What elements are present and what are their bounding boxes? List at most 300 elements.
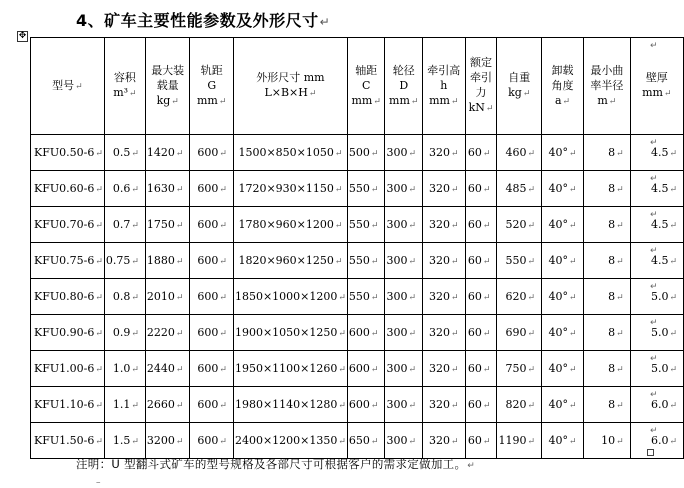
cell-value: KFU0.75-6 [34,254,95,267]
cell-value: 1.5 [112,434,131,447]
cell-value: 5.0 [650,362,669,375]
table-cell [385,243,423,279]
table-cell [233,351,347,387]
table-cell [465,135,497,171]
column-header-line: 牵引 [470,71,493,84]
cell-end-mark-icon: ↵ [131,401,139,411]
table-cell [233,315,347,351]
table-cell [31,351,105,387]
cell-end-mark-icon: ↵ [451,257,459,267]
cell-end-mark-icon: ↵ [569,185,577,195]
cell-end-mark-icon: ↵ [482,437,491,447]
cell-end-mark-icon: ↵ [370,293,379,303]
cell-end-mark-icon: ↵ [129,89,137,99]
table-cell [145,171,190,207]
cell-end-mark-icon: ↵ [131,257,139,267]
cell-value: 485 [505,182,527,195]
cell-value: 0.7 [112,218,131,231]
table-cell [104,423,145,459]
cell-value: 600 [197,254,219,267]
cell-end-mark-icon: ↵ [175,365,184,375]
table-cell [423,351,466,387]
table-cell [542,387,584,423]
row-end-mark-icon: ↵ [650,41,658,51]
table-cell [347,171,385,207]
cell-value: 1720×930×1150 [238,182,334,195]
cell-end-mark-icon: ↵ [408,257,417,267]
cell-end-mark-icon: ↵ [527,329,535,339]
cell-end-mark-icon: ↵ [175,437,184,447]
cell-end-mark-icon: ↵ [131,365,139,375]
column-header-line: m [597,93,608,107]
table-cell [542,207,584,243]
cell-value: 600 [348,398,370,411]
cell-value: 1980×1140×1280 [234,398,338,411]
cell-end-mark-icon: ↵ [131,149,139,159]
cell-value: 1900×1050×1250 [234,326,338,339]
cell-value: 8 [608,398,616,411]
row-end-mark-icon: ↵ [650,390,658,400]
column-header-line: C mm [351,78,373,107]
cell-end-mark-icon: ↵ [175,329,184,339]
table-cell [145,243,190,279]
cell-value: 550 [348,254,370,267]
cell-end-mark-icon: ↵ [569,437,577,447]
cell-end-mark-icon: ↵ [95,365,103,375]
table-cell [542,315,584,351]
column-header-line: 外形尺寸 mm [256,71,325,84]
table-cell [584,207,631,243]
cell-end-mark-icon: ↵ [669,221,677,231]
cell-end-mark-icon: ↵ [408,365,417,375]
cell-value: 600 [197,182,219,195]
table-cell [542,171,584,207]
table-cell [104,279,145,315]
table-row [31,135,684,171]
table-cell [465,279,497,315]
table-cell [385,351,423,387]
table-cell [542,279,584,315]
table-cell [347,387,385,423]
table-cell [31,315,105,351]
column-header-line: mm [642,86,663,99]
table-cell [542,243,584,279]
cell-end-mark-icon: ↵ [219,437,227,447]
table-cell [145,279,190,315]
cell-end-mark-icon: ↵ [482,293,491,303]
column-header-line: 最小曲 [590,63,624,77]
column-header-line: h mm [429,78,450,107]
cell-end-mark-icon: ↵ [175,293,184,303]
table-cell [145,387,190,423]
cell-end-mark-icon: ↵ [669,185,677,195]
cell-end-mark-icon: ↵ [482,221,491,231]
table-cell [190,171,233,207]
table-cell [31,171,105,207]
column-header-line: m³ [113,86,129,99]
table-cell [31,207,105,243]
cell-end-mark-icon: ↵ [175,257,184,267]
spec-table [30,37,684,459]
cell-end-mark-icon: ↵ [370,437,379,447]
cell-value: 6.0 [650,434,669,447]
table-cell [497,207,542,243]
table-cell [31,423,105,459]
header-row [31,38,684,135]
cell-value: 1850×1000×1200 [234,290,338,303]
table-cell [31,135,105,171]
cell-end-mark-icon: ↵ [175,221,184,231]
table-cell [347,315,385,351]
cell-value: 0.6 [112,182,131,195]
cell-end-mark-icon: ↵ [451,401,459,411]
table-cell [233,207,347,243]
cell-value: 8 [608,146,616,159]
table-cell [584,351,631,387]
column-header-line: L×B×H [264,86,308,99]
cell-end-mark-icon: ↵ [308,89,317,99]
cell-end-mark-icon: ↵ [616,365,624,375]
cell-end-mark-icon: ↵ [616,437,624,447]
table-row [31,171,684,207]
cell-end-mark-icon: ↵ [338,437,346,447]
column-header-line: 角度 a [551,78,574,107]
cell-end-mark-icon: ↵ [527,365,535,375]
table-cell [542,423,584,459]
cell-value: 8 [608,290,616,303]
table-cell [104,315,145,351]
table-cell [31,387,105,423]
row-end-mark-icon: ↵ [650,246,658,256]
cell-end-mark-icon: ↵ [370,365,379,375]
column-header [385,38,423,135]
cell-end-mark-icon: ↵ [527,185,535,195]
table-cell [347,135,385,171]
cell-value: 320 [429,218,451,231]
table-cell [385,135,423,171]
paragraph-mark-icon: ↵ [319,15,331,29]
column-header [423,38,466,135]
cell-value: 2400×1200×1350 [234,434,338,447]
cell-end-mark-icon: ↵ [669,437,677,447]
cell-value: 8 [608,182,616,195]
cell-value: 550 [348,218,370,231]
table-cell [233,387,347,423]
cell-end-mark-icon: ↵ [569,257,577,267]
cell-value: 750 [505,362,527,375]
cell-value: 40° [548,182,568,195]
table-cell [497,171,542,207]
cell-end-mark-icon: ↵ [569,401,577,411]
cell-end-mark-icon: ↵ [485,104,494,114]
table-cell [385,171,423,207]
table-cell [497,243,542,279]
table-cell [465,423,497,459]
cell-value: 600 [348,362,370,375]
row-end-mark-icon: ↵ [650,138,658,148]
cell-value: 300 [386,218,408,231]
column-header [104,38,145,135]
cell-value: 320 [429,146,451,159]
cell-value: 60 [467,290,482,303]
table-cell [190,207,233,243]
cell-value: KFU0.60-6 [34,182,95,195]
cell-value: 4.5 [650,182,669,195]
cell-end-mark-icon: ↵ [527,149,535,159]
cell-value: KFU1.50-6 [34,434,95,447]
table-cell [145,351,190,387]
table-cell [423,423,466,459]
table-cell [233,279,347,315]
cell-value: 5.0 [650,290,669,303]
cell-end-mark-icon: ↵ [669,293,677,303]
table-row [31,423,684,459]
table-cell [497,315,542,351]
table-cell [385,387,423,423]
cell-value: 600 [197,326,219,339]
column-header [465,38,497,135]
cell-end-mark-icon: ↵ [370,149,379,159]
table-cell [465,171,497,207]
table-cell [104,171,145,207]
column-header [497,38,542,135]
cell-value: 0.5 [112,146,131,159]
cell-value: 300 [386,398,408,411]
cell-value: 8 [608,362,616,375]
cell-value: 300 [386,146,408,159]
cell-end-mark-icon: ↵ [219,401,227,411]
table-cell [497,423,542,459]
table-cell [104,351,145,387]
cell-value: 620 [505,290,527,303]
cell-value: 0.75 [105,254,131,267]
cell-value: 550 [505,254,527,267]
column-header-line: 轴距 [355,63,378,77]
table-cell [347,279,385,315]
column-header-line: 轮径 [392,63,415,77]
column-header-line: 壁厚 [645,71,668,84]
cell-end-mark-icon: ↵ [408,293,417,303]
cell-value: 40° [548,146,568,159]
cell-end-mark-icon: ↵ [616,293,624,303]
cell-value: 60 [467,434,482,447]
cell-end-mark-icon: ↵ [451,221,459,231]
table-cell [190,351,233,387]
column-header [145,38,190,135]
cell-end-mark-icon: ↵ [219,149,227,159]
column-header-line: 率半径 [590,78,624,92]
page-heading [76,8,330,31]
cell-value: 40° [548,290,568,303]
cell-value: 500 [348,146,370,159]
row-end-mark-icon: ↵ [650,174,658,184]
table-cell [145,207,190,243]
cell-end-mark-icon: ↵ [616,257,624,267]
cell-end-mark-icon: ↵ [482,257,491,267]
table-row [31,351,684,387]
cell-end-mark-icon: ↵ [131,185,139,195]
cell-end-mark-icon: ↵ [608,96,617,107]
table-cell [145,135,190,171]
column-header-line: 载量 [156,78,179,92]
cell-value: 1.1 [112,398,131,411]
cell-end-mark-icon: ↵ [482,329,491,339]
column-header-line: 最大装 [151,63,185,77]
cell-end-mark-icon: ↵ [131,437,139,447]
cell-end-mark-icon: ↵ [219,329,227,339]
cell-end-mark-icon: ↵ [562,96,571,107]
table-cell [584,171,631,207]
table-cell [385,279,423,315]
cell-value: KFU1.10-6 [34,398,95,411]
cell-end-mark-icon: ↵ [219,365,227,375]
cell-end-mark-icon: ↵ [131,293,139,303]
cell-end-mark-icon: ↵ [669,257,677,267]
cell-value: 320 [429,290,451,303]
cell-value: 60 [467,146,482,159]
cell-value: 300 [386,326,408,339]
table-cell [233,171,347,207]
cell-value: 40° [548,398,568,411]
cell-end-mark-icon: ↵ [408,185,417,195]
column-header [584,38,631,135]
cell-value: 3200 [146,434,175,447]
table-move-handle-icon[interactable]: ✥ [18,31,27,41]
column-header-line: G mm [197,78,218,107]
cell-value: 40° [548,434,568,447]
cell-end-mark-icon: ↵ [410,96,419,107]
cell-value: 550 [348,290,370,303]
cell-end-mark-icon: ↵ [569,221,577,231]
cell-value: 2010 [146,290,175,303]
cell-end-mark-icon: ↵ [95,221,103,231]
table-cell [584,279,631,315]
table-cell [190,315,233,351]
table-cell [465,207,497,243]
cell-end-mark-icon: ↵ [219,185,227,195]
cell-value: 2220 [146,326,175,339]
cell-end-mark-icon: ↵ [408,221,417,231]
footnote-text: 注明：U 型翻斗式矿车的型号规格及各部尺寸可根据客户的需求定做加工。 [76,457,467,471]
cell-value: 4.5 [650,218,669,231]
cell-end-mark-icon: ↵ [175,185,184,195]
cell-end-mark-icon: ↵ [219,221,227,231]
cell-end-mark-icon: ↵ [569,365,577,375]
cell-end-mark-icon: ↵ [616,221,624,231]
cell-end-mark-icon: ↵ [334,221,343,231]
column-header [630,38,683,135]
cell-value: 8 [608,326,616,339]
row-end-mark-icon: ↵ [650,210,658,220]
table-cell [31,279,105,315]
cell-end-mark-icon: ↵ [219,293,227,303]
cell-value: 600 [197,146,219,159]
cell-end-mark-icon: ↵ [451,365,459,375]
cell-end-mark-icon: ↵ [616,149,624,159]
cell-end-mark-icon: ↵ [95,437,103,447]
row-end-mark-icon: ↵ [650,426,658,436]
cell-value: 4.5 [650,146,669,159]
table-cell [104,207,145,243]
cell-end-mark-icon: ↵ [569,149,577,159]
table-cell [145,423,190,459]
column-header-line: 力 kN [468,86,487,114]
table-cell [465,351,497,387]
row-end-mark-icon: ↵ [650,354,658,364]
cell-value: 60 [467,326,482,339]
cell-end-mark-icon: ↵ [408,149,417,159]
column-header-line: D mm [389,78,410,107]
table-cell [497,135,542,171]
column-header-line: 卸载 [551,63,574,77]
cell-value: KFU0.90-6 [34,326,95,339]
table-cell [423,243,466,279]
cell-value: 550 [348,182,370,195]
cell-value: 300 [386,254,408,267]
cell-end-mark-icon: ↵ [408,437,417,447]
row-end-mark-icon: ↵ [650,282,658,292]
cell-value: 300 [386,362,408,375]
table-cell [584,243,631,279]
cell-value: KFU0.70-6 [34,218,95,231]
heading-text: 4、矿车主要性能参数及外形尺寸 [76,11,319,30]
table-row [31,207,684,243]
cell-end-mark-icon: ↵ [527,401,535,411]
column-header-line: kg [156,93,171,107]
table-resize-handle-icon[interactable] [647,449,654,456]
cell-end-mark-icon: ↵ [408,401,417,411]
cell-end-mark-icon: ↵ [334,257,343,267]
cell-value: 60 [467,254,482,267]
cell-end-mark-icon: ↵ [450,96,459,107]
cell-value: 1750 [146,218,175,231]
cell-end-mark-icon: ↵ [569,293,577,303]
cell-end-mark-icon: ↵ [482,149,491,159]
column-header-line: 容积 [113,71,136,84]
cell-end-mark-icon: ↵ [95,293,103,303]
cell-end-mark-icon: ↵ [527,257,535,267]
cell-end-mark-icon: ↵ [370,401,379,411]
cell-value: 60 [467,218,482,231]
cell-value: 60 [467,362,482,375]
table-row [31,243,684,279]
table-cell [497,387,542,423]
cell-end-mark-icon: ↵ [669,401,677,411]
cell-value: 10 [601,434,616,447]
text-cursor: – [96,478,101,488]
cell-value: 1500×850×1050 [238,146,334,159]
cell-end-mark-icon: ↵ [95,185,103,195]
column-header-line: 型号 [52,78,75,92]
cell-end-mark-icon: ↵ [408,329,417,339]
table-row [31,315,684,351]
table-cell [347,423,385,459]
table-cell [347,243,385,279]
cell-value: 650 [348,434,370,447]
cell-end-mark-icon: ↵ [75,81,83,92]
cell-value: 300 [386,434,408,447]
table-cell [465,243,497,279]
cell-value: 40° [548,218,568,231]
cell-end-mark-icon: ↵ [338,293,346,303]
cell-value: 600 [197,218,219,231]
cell-end-mark-icon: ↵ [451,329,459,339]
table-cell [145,315,190,351]
cell-value: 60 [467,182,482,195]
cell-end-mark-icon: ↵ [527,437,535,447]
cell-value: 1420 [146,146,175,159]
cell-end-mark-icon: ↵ [370,185,379,195]
